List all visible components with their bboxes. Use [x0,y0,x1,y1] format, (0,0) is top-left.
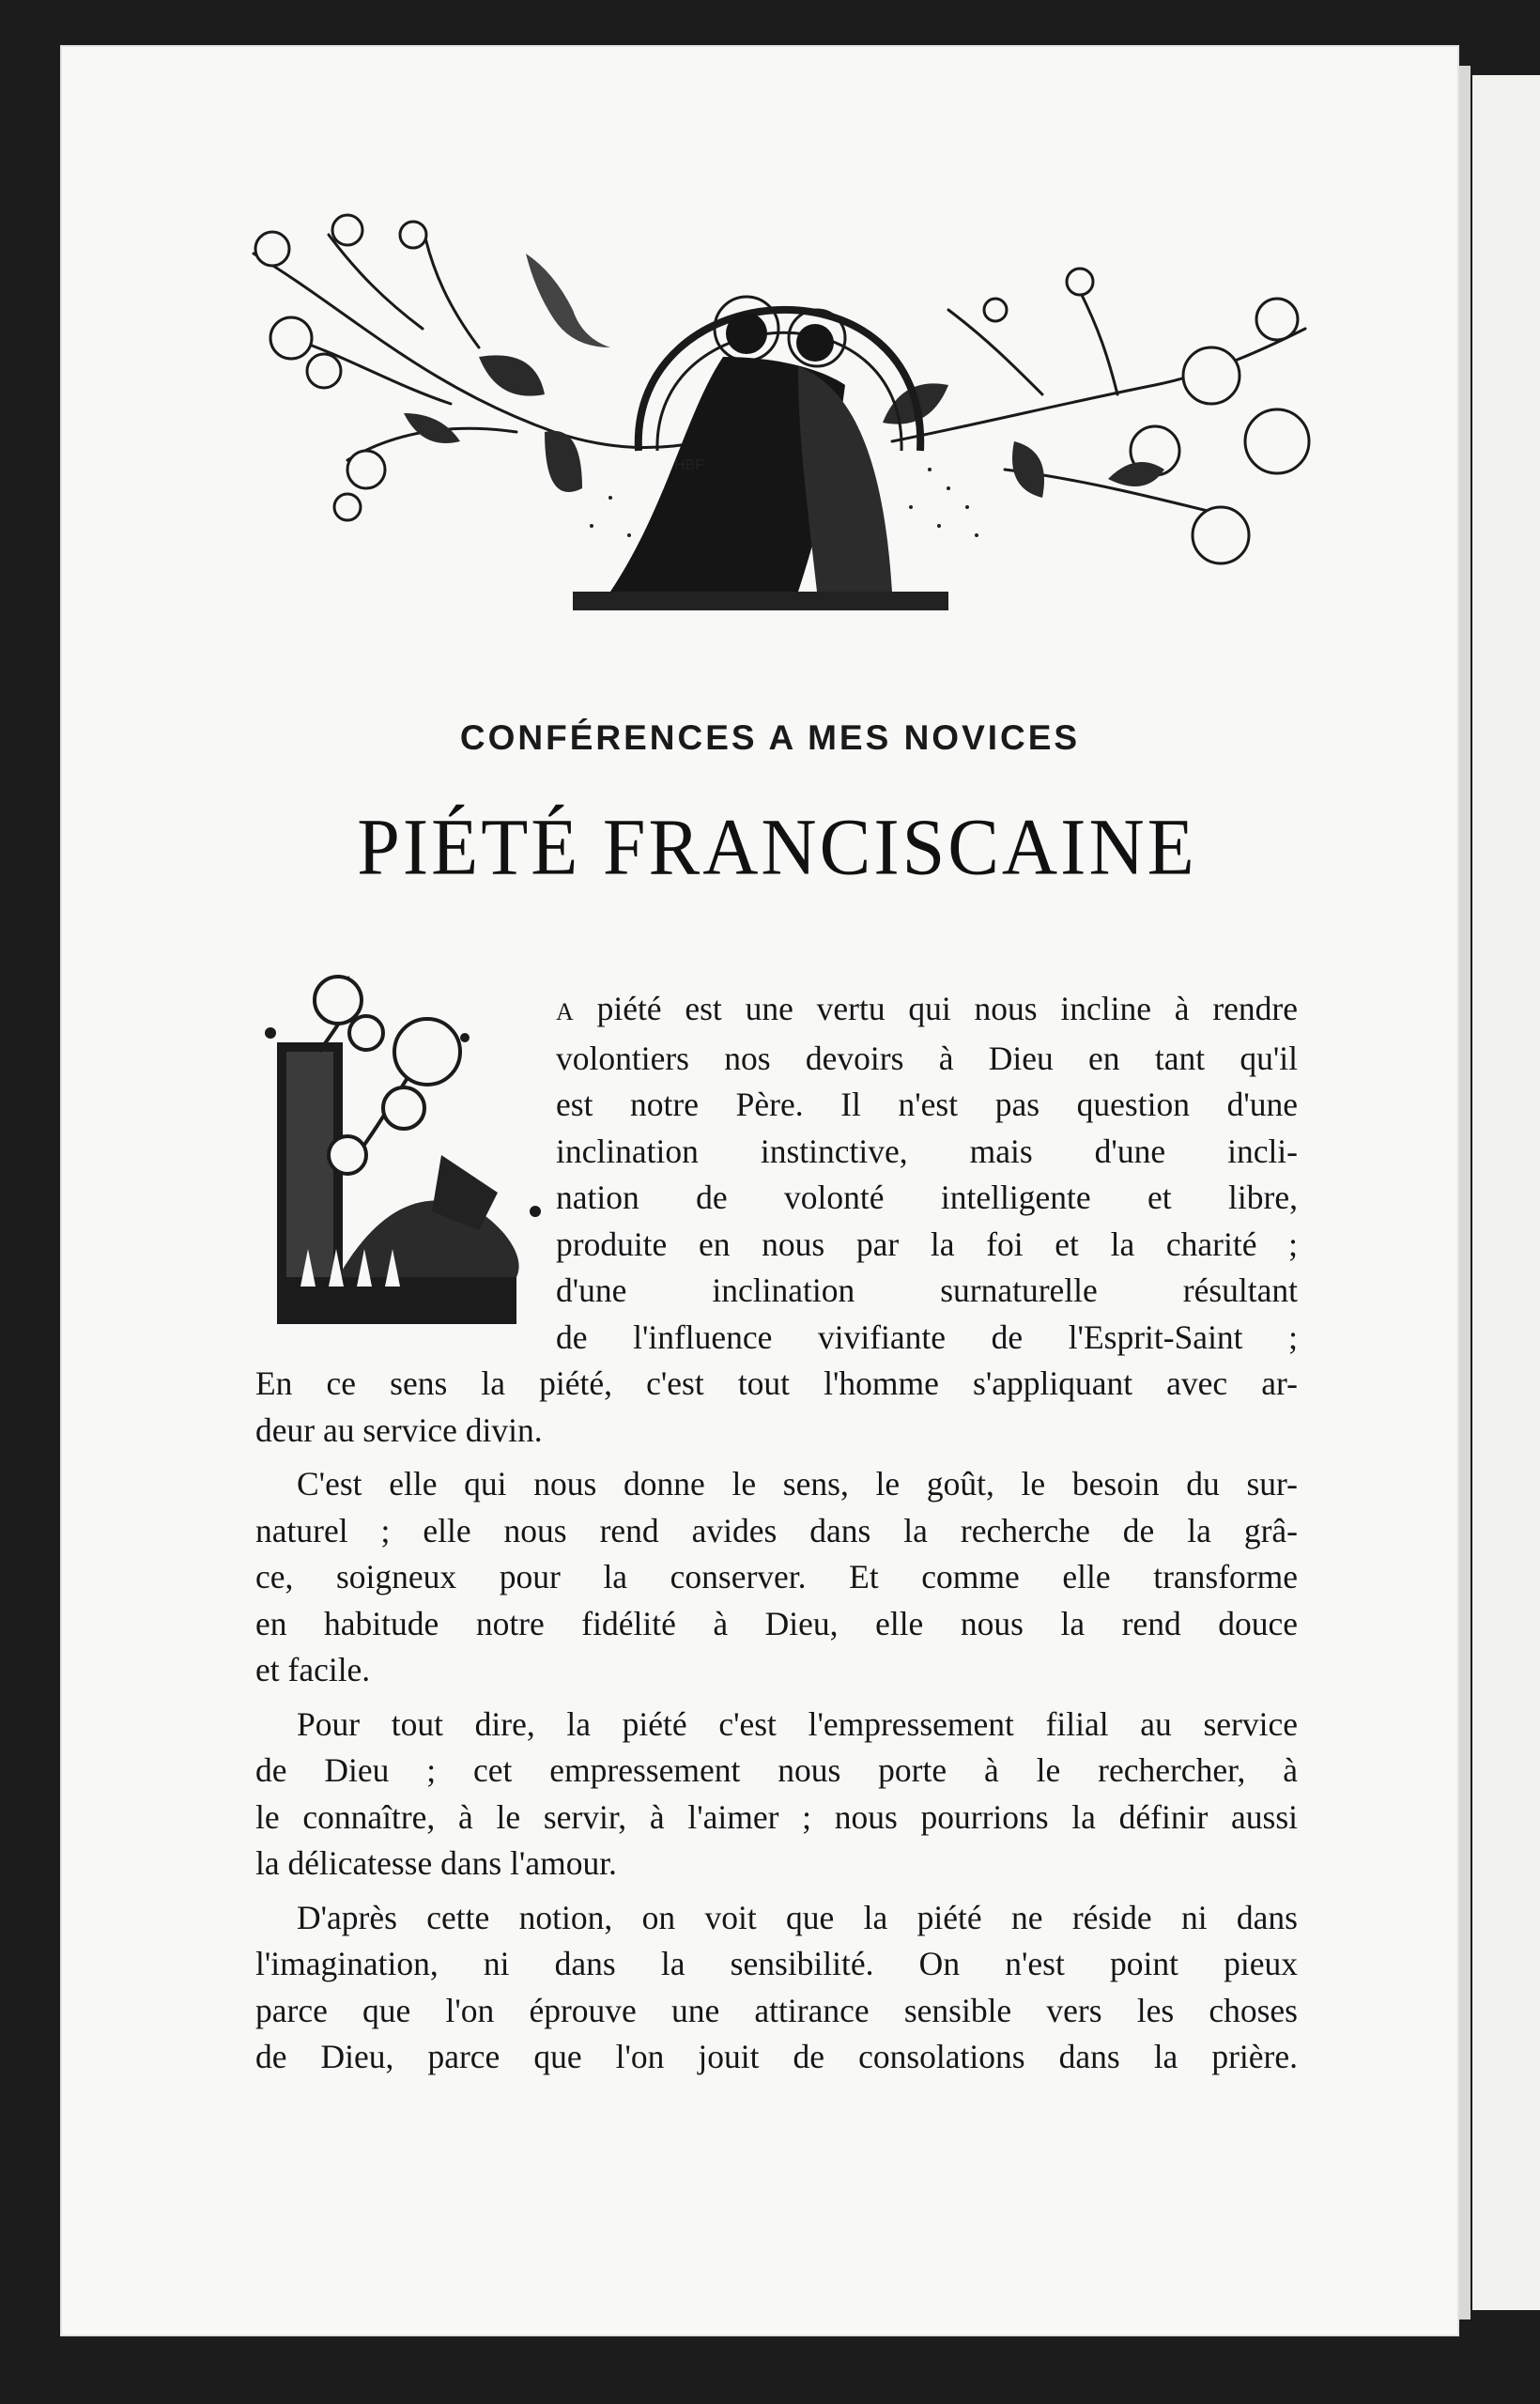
left-flowers [255,215,426,520]
text-line: le connaître, à le servir, à l'aimer ; nous pourrions la définir aussi [255,1797,1298,1836]
text-line: et facile. [255,1651,371,1688]
text-line: en habitude notre fidélité à Dieu, elle nous la rend douce [255,1604,1298,1642]
next-page-edge [1472,75,1540,2310]
text-line: ce, soigneux pour la conserver. Et comme elle transforme [255,1558,1298,1595]
text-line: Pour tout dire, la piété c'est l'empressement filial au service [297,1704,1298,1743]
text-line: est notre Père. Il n'est pas question d'une [556,1086,1298,1123]
text-line: l'imagination, ni dans la sensibilité. On n'est point pieux [255,1945,1298,1982]
text-line: naturel ; elle nous rend avides dans la recherche de la grâ- [255,1511,1298,1549]
text-line: A piété est une vertu qui nous incline à rendre [556,990,1298,1027]
text-line: d'une inclination surnaturelle résultant [556,1271,1298,1309]
text-line: inclination instinctive, mais d'une incli- [556,1132,1298,1170]
text-line: de Dieu ; cet empressement nous porte à le rechercher, à [255,1751,1298,1789]
text-line: de l'influence vivifiante de l'Esprit-Saint ; [556,1318,1298,1356]
text-line: produite en nous par la foi et la charité ; [556,1225,1298,1263]
text-line: volontiers nos devoirs à Dieu en tant qu'il [556,1039,1298,1077]
page-edge [1459,66,1471,2319]
right-branch [892,329,1305,441]
text-line: D'après cette notion, on voit que la piété ne réside ni dans [297,1898,1298,1936]
vignette-monogram: HBF [674,457,704,473]
text-line: C'est elle qui nous donne le sens, le goût, le besoin du sur- [297,1465,1298,1502]
body-text [255,986,1298,2081]
text-line: deur au service divin. [255,1410,543,1449]
text-line: parce que l'on éprouve une attirance sensible vers les choses [255,1991,1298,2029]
header-vignette-illustration [235,197,1333,629]
bird-shape [526,254,610,347]
text-line: En ce sens la piété, c'est tout l'homme s'appliquant avec ar- [255,1364,1298,1402]
text-line: la délicatesse dans l'amour. [255,1844,617,1882]
right-flowers [984,269,1309,563]
text-line: nation de volonté intelligente et libre, [556,1179,1298,1216]
chapter-title: PIÉTÉ FRANCISCAINE [357,801,1197,892]
vignette-svg [235,197,1333,629]
series-title: CONFÉRENCES A MES NOVICES [459,718,1081,757]
text-line: de Dieu, parce que l'on jouit de consolations dans la prière. [255,2038,1298,2075]
